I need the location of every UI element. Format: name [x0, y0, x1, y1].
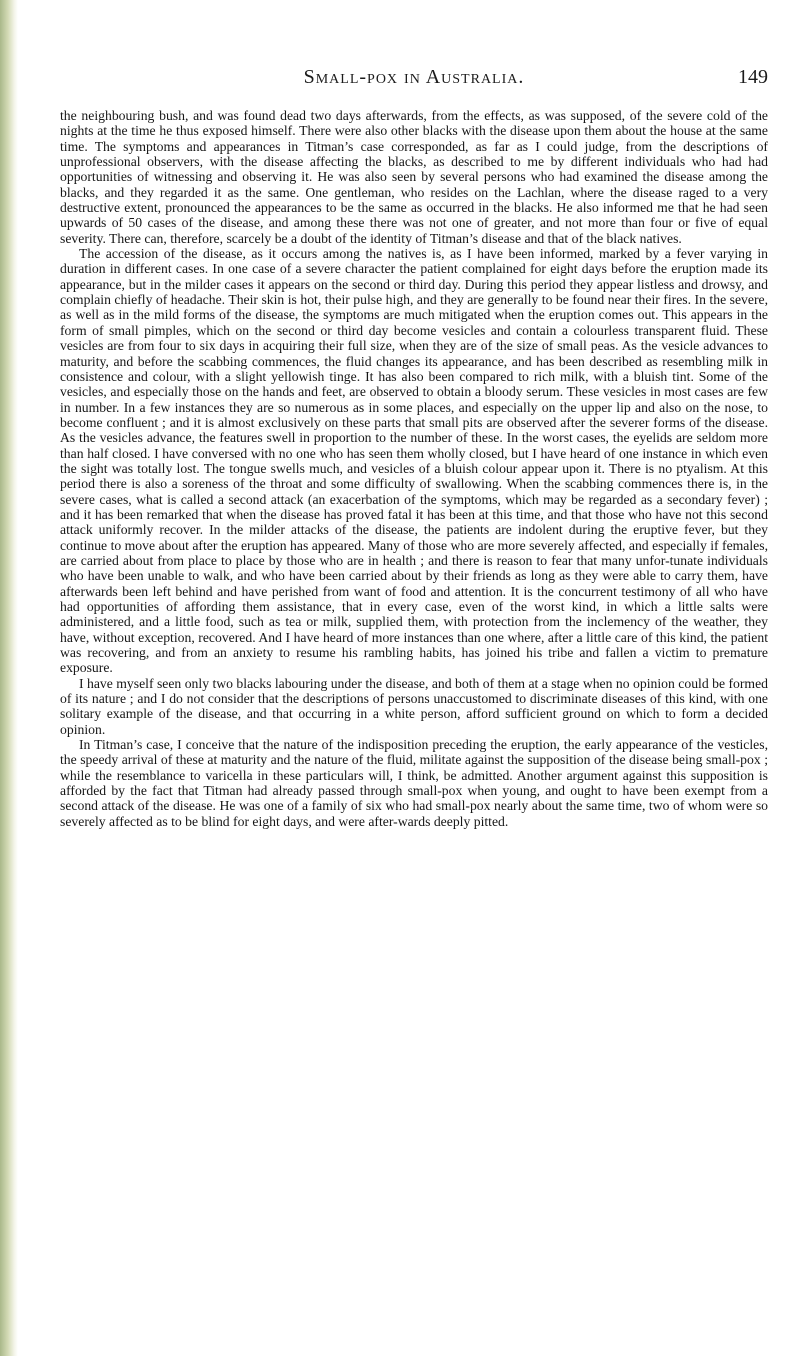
- paragraph-continued: the neighbouring bush, and was found dead two days afterwards, from the effects, as was supposed, of the severe cold of the nights at the time he thus exposed himself. There were also other blacks with the disease upon them about the house at the same time. The symptoms and appearances in Titman’s case corresponded, as far as I could judge, from the descriptions of unprofessional observers, with the disease affecting the blacks, as described to me by different individuals who had had opportunities of witnessing and observing it. He was also seen by several persons who had examined the disease among the blacks, and they regarded it as the same. One gentleman, who resides on the Lachlan, where the disease raged to a very destructive extent, pronounced the appearances to be the same as occurred in the blacks. He also informed me that he had seen upwards of 50 cases of the disease, and among these there was not one of greater, and not more than four or five of equal severity. There can, therefore, scarcely be a doubt of the identity of Titman’s disease and that of the black natives.: [60, 108, 768, 246]
- page-header: [60, 66, 768, 92]
- paragraph-personal-observation: I have myself seen only two blacks labouring under the disease, and both of them at a stage when no opinion could be formed of its nature ; and I do not consider that the descriptions of persons unaccustomed to discriminate diseases of this kind, with one solitary example of the disease, and that occurring in a white person, afford sufficient ground on which to form a decided opinion.: [60, 675, 768, 737]
- paragraph-titman-case: In Titman’s case, I conceive that the nature of the indisposition preceding the eruption, the early appearance of the vesticles, the speedy arrival of these at maturity and the nature of the fluid, militate against the supposition of the disease being small-pox ; while the resemblance to varicella in these particulars will, I think, be admitted. Another argument against this supposition is afforded by the fact that Titman had already passed through small-pox when young, and ought to have been exempt from a second attack of the disease. He was one of a family of six who had small-pox nearly about the same time, two of whom were so severely affected as to be blind for eight days, and were after-wards deeply pitted.: [60, 737, 768, 829]
- running-head: Small-pox in Australia.: [303, 66, 525, 88]
- paragraph-disease-accession: The accession of the disease, as it occurs among the natives is, as I have been informed, marked by a fever varying in duration in different cases. In one case of a severe character the patient complained for eight days before the eruption made its appearance, but in the milder cases it appears on the second or third day. During this period they appear listless and drowsy, and complain chiefly of headache. Their skin is hot, their pulse high, and they are generally to be found near their fires. In the severe, as well as in the mild forms of the disease, the symptoms are much mitigated when the eruption comes out. This appears in the form of small pimples, which on the second or third day become vesicles and contain a colourless transparent fluid. These vesicles are from four to six days in acquiring their full size, when they are of the size of small peas. As the vesicle advances to maturity, and before the scabbing commences, the fluid changes its appearance, and has been described as resembling milk in consistence and colour, with a slight yellowish tinge. It has also been compared to rich milk, with a bluish tint. Some of the vesicles, and especially those on the hands and feet, are observed to obtain a bloody serum. These vesicles in most cases are few in number. In a few instances they are so numerous as in some places, and especially on the upper lip and also on the nose, to become confluent ; and it is almost exclusively on these parts that small pits are observed after the severer forms of the disease. As the vesicles advance, the features swell in proportion to the number of these. In the worst cases, the eyelids are seldom more than half closed. I have conversed with no one who has seen them wholly closed, but I have heard of one instance in which even the sight was totally lost. The tongue swells much, and vesicles of a bluish colour appear upon it. There is no ptyalism. At this period there is also a soreness of the throat and some difficulty of swallowing. When the scabbing commences there is, in the severe cases, what is called a second attack (an exacerbation of the symptoms, which may be regarded as a secondary fever) ; and it has been remarked that when the disease has proved fatal it has been at this time, and that those who have not this second attack uniformly recover. In the milder attacks of the disease, the patients are indolent during the eruptive fever, but they continue to move about after the eruption has appeared. Many of those who are more severely affected, and especially if females, are carried about from place to place by those who are in health ; and there is reason to fear that many unfor-tunate individuals who have been unable to walk, and who have been carried about by their friends as long as they were able to carry them, have afterwards been left behind and have perished from want of food and attention. It is the concurrent testimony of all who have had opportunities of affording them assistance, that in every case, even of the worst kind, in which a little salts were administered, and a little food, such as tea or milk, supplied them, with protection from the inclemency of the weather, they have, without exception, recovered. And I have heard of more instances than one where, after a little care of this kind, the patient was recovering, and from an anxiety to resume his rambling habits, has joined his tribe and fallen a victim to premature exposure.: [60, 246, 768, 676]
- body-text: [60, 108, 768, 829]
- page-gutter-edge: [0, 0, 18, 1356]
- page-number: 149: [738, 66, 768, 88]
